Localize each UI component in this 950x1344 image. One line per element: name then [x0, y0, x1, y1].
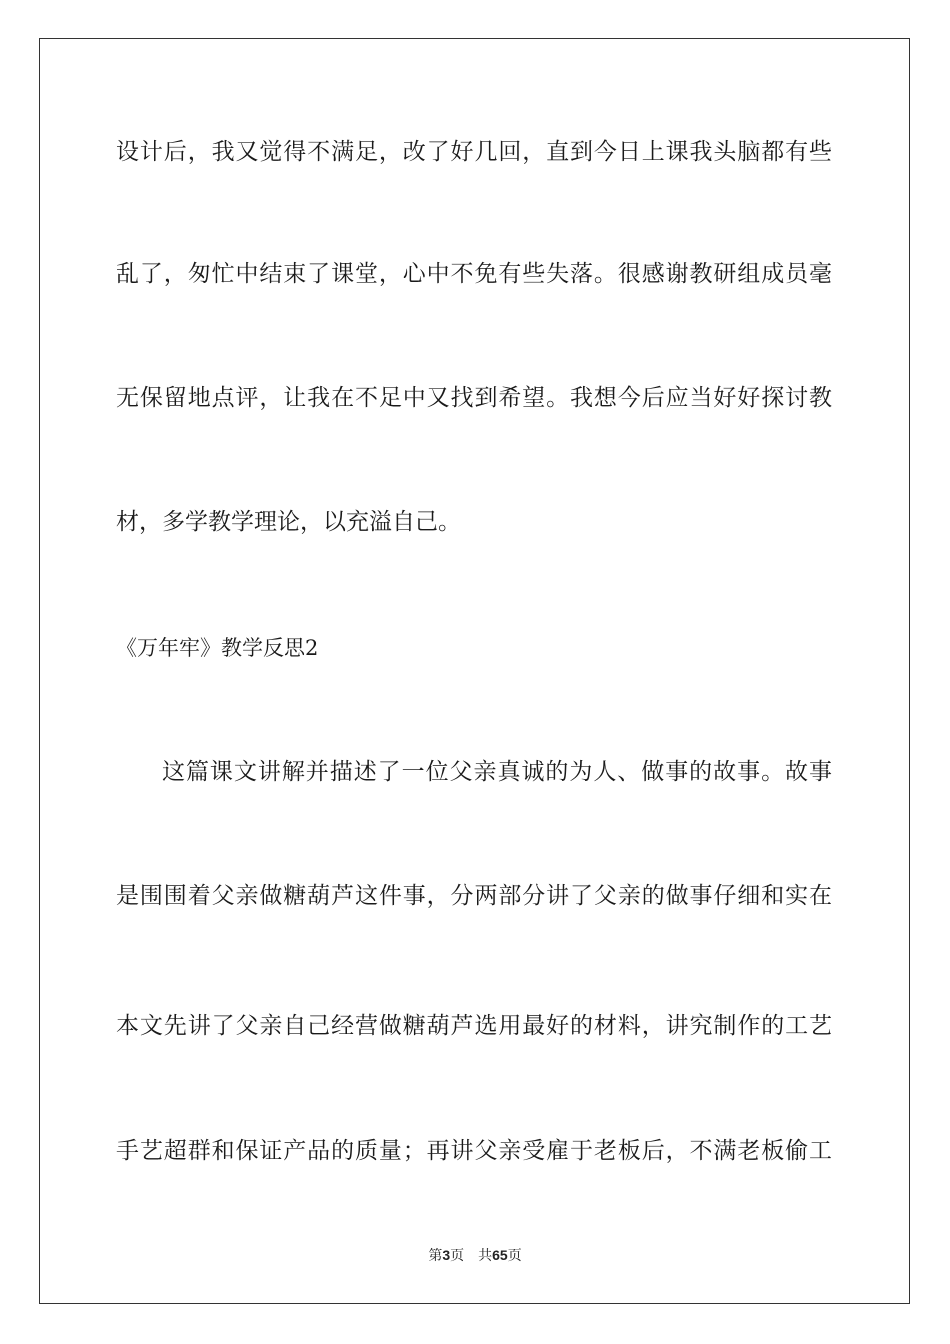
text-line: 乱了，匆忙中结束了课堂，心中不免有些失落。很感谢教研组成员毫: [116, 261, 832, 287]
text-line: 材，多学教学理论，以充溢自己。: [116, 509, 461, 535]
page-mid: 页 共: [450, 1248, 493, 1264]
page-suffix: 页: [507, 1248, 522, 1264]
text-line: 无保留地点评，让我在不足中又找到希望。我想今后应当好好探讨教: [116, 385, 832, 411]
page-border: [39, 38, 910, 1304]
page-current: 3: [442, 1247, 451, 1263]
text-line: 设计后，我又觉得不满足，改了好几回，直到今日上课我头脑都有些: [116, 139, 832, 165]
page-prefix: 第: [428, 1248, 443, 1264]
text-line: 是围围着父亲做糖葫芦这件事，分两部分讲了父亲的做事仔细和实在: [116, 883, 832, 909]
text-line: 本文先讲了父亲自己经营做糖葫芦选用最好的材料，讲究制作的工艺: [116, 1013, 832, 1039]
page-total: 65: [492, 1247, 508, 1263]
page-footer: [0, 1246, 950, 1265]
text-line: 手艺超群和保证产品的质量；再讲父亲受雇于老板后，不满老板偷工: [116, 1138, 832, 1164]
section-heading: 《万年牢》教学反思2: [116, 636, 319, 660]
text-line: 这篇课文讲解并描述了一位父亲真诚的为人、做事的故事。故事: [162, 759, 832, 785]
